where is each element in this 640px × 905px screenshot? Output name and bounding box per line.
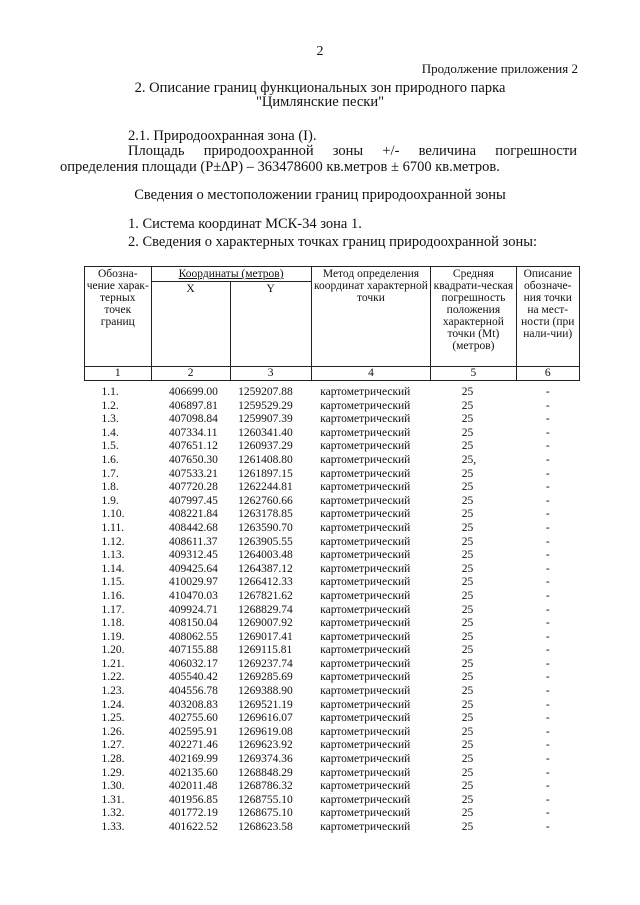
section-title-line1: 2. Описание границ функциональных зон природного парка: [134, 80, 506, 96]
mean-error: 25: [461, 549, 474, 562]
description: -: [545, 413, 550, 426]
point-id: 1.29.: [101, 766, 125, 779]
area-word: природоохранной: [203, 143, 314, 159]
point-id: 1.33.: [101, 821, 125, 833]
table-row: [85, 563, 580, 577]
point-id: 1.5.: [101, 440, 119, 453]
x-coordinate: 408611.37: [169, 535, 218, 548]
table-row: [85, 794, 580, 808]
mean-error: 25: [461, 821, 474, 833]
table-row: [85, 739, 580, 753]
method: картометрический: [320, 399, 411, 412]
description: -: [545, 712, 550, 725]
description: -: [545, 494, 550, 507]
point-id: 1.30.: [101, 780, 125, 793]
table-row: [85, 631, 580, 645]
area-word: зоны: [332, 143, 364, 159]
table-row: [85, 685, 580, 699]
method: картометрический: [320, 453, 411, 466]
coordinate-system-item: 1. Система координат МСК-34 зона 1.: [128, 216, 362, 232]
table-row: [85, 699, 580, 713]
description: -: [545, 739, 550, 752]
y-coordinate: 1269616.07: [238, 712, 293, 725]
point-id: 1.13.: [101, 549, 125, 562]
x-coordinate: 407155.88: [169, 644, 218, 657]
y-coordinate: 1268848.29: [238, 766, 293, 779]
mean-error: 25: [461, 386, 474, 398]
mean-error: 25: [461, 481, 474, 494]
column-number: 4: [311, 367, 431, 381]
point-id: 1.8.: [101, 481, 119, 494]
mean-error: 25: [461, 494, 474, 507]
y-coordinate: 1262244.81: [238, 481, 293, 494]
header-coordinates: Координаты (метров): [151, 267, 311, 282]
mean-error: 25: [461, 617, 474, 630]
method: картометрический: [320, 712, 411, 725]
method: картометрический: [320, 793, 411, 806]
description: -: [545, 453, 550, 466]
point-id: 1.15.: [101, 576, 125, 589]
y-coordinate: 1269619.08: [238, 725, 293, 738]
method: картометрический: [320, 630, 411, 643]
y-coordinate: 1269017.41: [238, 630, 293, 643]
x-coordinate: 407533.21: [169, 467, 218, 480]
method: картометрический: [320, 807, 411, 820]
points-info-item: 2. Сведения о характерных точках границ природоохранной зоны:: [128, 234, 537, 250]
x-coordinate: 408442.68: [169, 521, 218, 534]
table-row: [85, 617, 580, 631]
y-coordinate: 1269285.69: [238, 671, 293, 684]
table-row: [85, 522, 580, 536]
mean-error: 25: [461, 399, 474, 412]
x-coordinate: 408150.04: [169, 617, 218, 630]
method: картометрический: [320, 426, 411, 439]
header-y: Y: [230, 282, 311, 367]
y-coordinate: 1268786.32: [238, 780, 293, 793]
point-id: 1.19.: [101, 630, 125, 643]
method: картометрический: [320, 671, 411, 684]
point-id: 1.2.: [101, 399, 119, 412]
method: картометрический: [320, 753, 411, 766]
description: -: [545, 671, 550, 684]
mean-error: 25: [461, 535, 474, 548]
header-description: Описание обозначе-ния точки на мест-ности (при нали-чии): [516, 267, 579, 367]
table-row: [85, 427, 580, 441]
mean-error: 25: [461, 685, 474, 698]
mean-error: 25: [461, 576, 474, 589]
method: картометрический: [320, 508, 411, 521]
description: -: [545, 753, 550, 766]
method: картометрический: [320, 603, 411, 616]
y-coordinate: 1269388.90: [238, 685, 293, 698]
x-coordinate: 408221.84: [169, 508, 218, 521]
method: картометрический: [320, 576, 411, 589]
table-row: [85, 536, 580, 550]
description: -: [545, 793, 550, 806]
table-row: [85, 604, 580, 618]
continuation-note: Продолжение приложения 2: [421, 61, 578, 76]
area-statement-line2: определения площади (Р±∆Р) – 363478600 кв.метров ± 6700 кв.метров.: [60, 159, 500, 175]
point-id: 1.17.: [101, 603, 125, 616]
x-coordinate: 407997.45: [169, 494, 218, 507]
y-coordinate: 1261897.15: [238, 467, 293, 480]
x-coordinate: 402595.91: [169, 725, 218, 738]
column-number: 5: [431, 367, 516, 381]
method: картометрический: [320, 589, 411, 602]
method: картометрический: [320, 617, 411, 630]
mean-error: 25: [461, 440, 474, 453]
mean-error: 25: [461, 739, 474, 752]
table-row: [85, 454, 580, 468]
mean-error: 25: [461, 630, 474, 643]
table-row: [85, 381, 580, 400]
method: картометрический: [320, 521, 411, 534]
column-number: 1: [85, 367, 152, 381]
point-id: 1.3.: [101, 413, 119, 426]
y-coordinate: 1268623.58: [238, 821, 293, 833]
mean-error: 25: [461, 644, 474, 657]
mean-error: 25: [461, 521, 474, 534]
description: -: [545, 644, 550, 657]
x-coordinate: 402169.99: [169, 753, 218, 766]
y-coordinate: 1268675.10: [238, 807, 293, 820]
x-coordinate: 409425.64: [169, 562, 218, 575]
description: -: [545, 562, 550, 575]
x-coordinate: 406699.00: [169, 386, 218, 398]
method: картометрический: [320, 494, 411, 507]
point-id: 1.7.: [101, 467, 119, 480]
method: картометрический: [320, 780, 411, 793]
description: -: [545, 508, 550, 521]
y-coordinate: 1263590.70: [238, 521, 293, 534]
point-id: 1.28.: [101, 753, 125, 766]
x-coordinate: 407650.30: [169, 453, 218, 466]
y-coordinate: 1261408.80: [238, 453, 293, 466]
zone-subtitle: 2.1. Природоохранная зона (I).: [128, 128, 317, 144]
table-row: [85, 440, 580, 454]
x-coordinate: 407720.28: [169, 481, 218, 494]
table-row: [85, 767, 580, 781]
point-id: 1.9.: [101, 494, 119, 507]
description: -: [545, 603, 550, 616]
table-row: [85, 658, 580, 672]
method: картометрический: [320, 657, 411, 670]
description: -: [545, 576, 550, 589]
x-coordinate: 402271.46: [169, 739, 218, 752]
description: -: [545, 807, 550, 820]
y-coordinate: 1263905.55: [238, 535, 293, 548]
x-coordinate: 403208.83: [169, 698, 218, 711]
point-id: 1.23.: [101, 685, 125, 698]
y-coordinate: 1263178.85: [238, 508, 293, 521]
table-row: [85, 807, 580, 821]
x-coordinate: 407098.84: [169, 413, 218, 426]
table-row: [85, 495, 580, 509]
description: -: [545, 657, 550, 670]
x-coordinate: 408062.55: [169, 630, 218, 643]
x-coordinate: 404556.78: [169, 685, 218, 698]
mean-error: 25: [461, 698, 474, 711]
mean-error: 25: [461, 793, 474, 806]
mean-error: 25,: [461, 453, 477, 466]
description: -: [545, 766, 550, 779]
method: картометрический: [320, 685, 411, 698]
area-word: величина: [418, 143, 477, 159]
area-statement-line1: [128, 143, 577, 160]
description: -: [545, 725, 550, 738]
table-row: [85, 508, 580, 522]
y-coordinate: 1267821.62: [238, 589, 293, 602]
table-row: [85, 821, 580, 835]
page-number: 2: [316, 44, 324, 59]
point-id: 1.18.: [101, 617, 125, 630]
table-row: [85, 590, 580, 604]
mean-error: 25: [461, 766, 474, 779]
point-id: 1.24.: [101, 698, 125, 711]
y-coordinate: 1259529.29: [238, 399, 293, 412]
point-id: 1.6.: [101, 453, 119, 466]
point-id: 1.25.: [101, 712, 125, 725]
y-coordinate: 1259207.88: [238, 386, 293, 398]
method: картометрический: [320, 549, 411, 562]
table-row: [85, 780, 580, 794]
area-word: погрешности: [495, 143, 577, 159]
point-id: 1.20.: [101, 644, 125, 657]
mean-error: 25: [461, 780, 474, 793]
method: картометрический: [320, 440, 411, 453]
column-number: 6: [516, 367, 579, 381]
mean-error: 25: [461, 508, 474, 521]
y-coordinate: 1269007.92: [238, 617, 293, 630]
point-id: 1.10.: [101, 508, 125, 521]
header-mean-error: Средняя квадрати-ческая погрешность положения характерной точки (Mt) (метров): [431, 267, 516, 367]
table-row: [85, 549, 580, 563]
description: -: [545, 440, 550, 453]
x-coordinate: 402135.60: [169, 766, 218, 779]
mean-error: 25: [461, 603, 474, 616]
table-row: [85, 468, 580, 482]
y-coordinate: 1260341.40: [238, 426, 293, 439]
y-coordinate: 1268755.10: [238, 793, 293, 806]
y-coordinate: 1269115.81: [238, 644, 293, 657]
header-point-designation: Обозна-чение харак-терных точек границ: [85, 267, 152, 367]
mean-error: 25: [461, 413, 474, 426]
x-coordinate: 406897.81: [169, 399, 218, 412]
point-id: 1.1.: [101, 386, 119, 398]
mean-error: 25: [461, 657, 474, 670]
method: картометрический: [320, 766, 411, 779]
area-word: +/-: [382, 143, 400, 159]
y-coordinate: 1269374.36: [238, 753, 293, 766]
y-coordinate: 1268829.74: [238, 603, 293, 616]
method: картометрический: [320, 481, 411, 494]
description: -: [545, 399, 550, 412]
description: -: [545, 589, 550, 602]
table-row: [85, 481, 580, 495]
location-heading: Сведения о местоположении границ природоохранной зоны: [134, 187, 506, 203]
table-row: [85, 712, 580, 726]
boundary-points-table: [84, 266, 580, 835]
x-coordinate: 401956.85: [169, 793, 218, 806]
x-coordinate: 407334.11: [169, 426, 218, 439]
description: -: [545, 685, 550, 698]
point-id: 1.26.: [101, 725, 125, 738]
description: -: [545, 617, 550, 630]
y-coordinate: 1259907.39: [238, 413, 293, 426]
description: -: [545, 386, 550, 398]
mean-error: 25: [461, 589, 474, 602]
description: -: [545, 535, 550, 548]
point-id: 1.14.: [101, 562, 125, 575]
x-coordinate: 405540.42: [169, 671, 218, 684]
column-number: 2: [151, 367, 230, 381]
y-coordinate: 1269623.92: [238, 739, 293, 752]
table-row: [85, 726, 580, 740]
method: картометрический: [320, 535, 411, 548]
point-id: 1.16.: [101, 589, 125, 602]
description: -: [545, 780, 550, 793]
point-id: 1.4.: [101, 426, 119, 439]
description: -: [545, 426, 550, 439]
description: -: [545, 698, 550, 711]
point-id: 1.27.: [101, 739, 125, 752]
point-id: 1.31.: [101, 793, 125, 806]
y-coordinate: 1262760.66: [238, 494, 293, 507]
y-coordinate: 1269521.19: [238, 698, 293, 711]
method: картометрический: [320, 644, 411, 657]
method: картометрический: [320, 413, 411, 426]
table-row: [85, 753, 580, 767]
table-row: [85, 671, 580, 685]
mean-error: 25: [461, 562, 474, 575]
table-row: [85, 576, 580, 590]
mean-error: 25: [461, 467, 474, 480]
method: картометрический: [320, 698, 411, 711]
table-row: [85, 644, 580, 658]
point-id: 1.21.: [101, 657, 125, 670]
y-coordinate: 1264003.48: [238, 549, 293, 562]
point-id: 1.32.: [101, 807, 125, 820]
table-row: [85, 413, 580, 427]
method: картометрический: [320, 821, 411, 833]
mean-error: 25: [461, 725, 474, 738]
x-coordinate: 407651.12: [169, 440, 218, 453]
x-coordinate: 406032.17: [169, 657, 218, 670]
x-coordinate: 401622.52: [169, 821, 218, 833]
description: -: [545, 821, 550, 833]
header-x: X: [151, 282, 230, 367]
method: картометрический: [320, 562, 411, 575]
method: картометрический: [320, 739, 411, 752]
mean-error: 25: [461, 426, 474, 439]
x-coordinate: 409924.71: [169, 603, 218, 616]
section-title-line2: "Цимлянские пески": [255, 94, 384, 110]
method: картометрический: [320, 725, 411, 738]
y-coordinate: 1264387.12: [238, 562, 293, 575]
description: -: [545, 549, 550, 562]
point-id: 1.22.: [101, 671, 125, 684]
mean-error: 25: [461, 671, 474, 684]
description: -: [545, 521, 550, 534]
description: -: [545, 467, 550, 480]
description: -: [545, 630, 550, 643]
x-coordinate: 410470.03: [169, 589, 218, 602]
point-id: 1.12.: [101, 535, 125, 548]
method: картометрический: [320, 386, 411, 398]
method: картометрический: [320, 467, 411, 480]
x-coordinate: 401772.19: [169, 807, 218, 820]
x-coordinate: 402755.60: [169, 712, 218, 725]
description: -: [545, 481, 550, 494]
column-number: 3: [230, 367, 311, 381]
mean-error: 25: [461, 753, 474, 766]
mean-error: 25: [461, 712, 474, 725]
area-word: Площадь: [128, 143, 185, 159]
mean-error: 25: [461, 807, 474, 820]
y-coordinate: 1266412.33: [238, 576, 293, 589]
y-coordinate: 1269237.74: [238, 657, 293, 670]
point-id: 1.11.: [101, 521, 125, 534]
y-coordinate: 1260937.29: [238, 440, 293, 453]
x-coordinate: 402011.48: [169, 780, 218, 793]
header-method: Метод определения координат характерной точки: [311, 267, 431, 367]
x-coordinate: 409312.45: [169, 549, 218, 562]
x-coordinate: 410029.97: [169, 576, 218, 589]
table-row: [85, 400, 580, 414]
